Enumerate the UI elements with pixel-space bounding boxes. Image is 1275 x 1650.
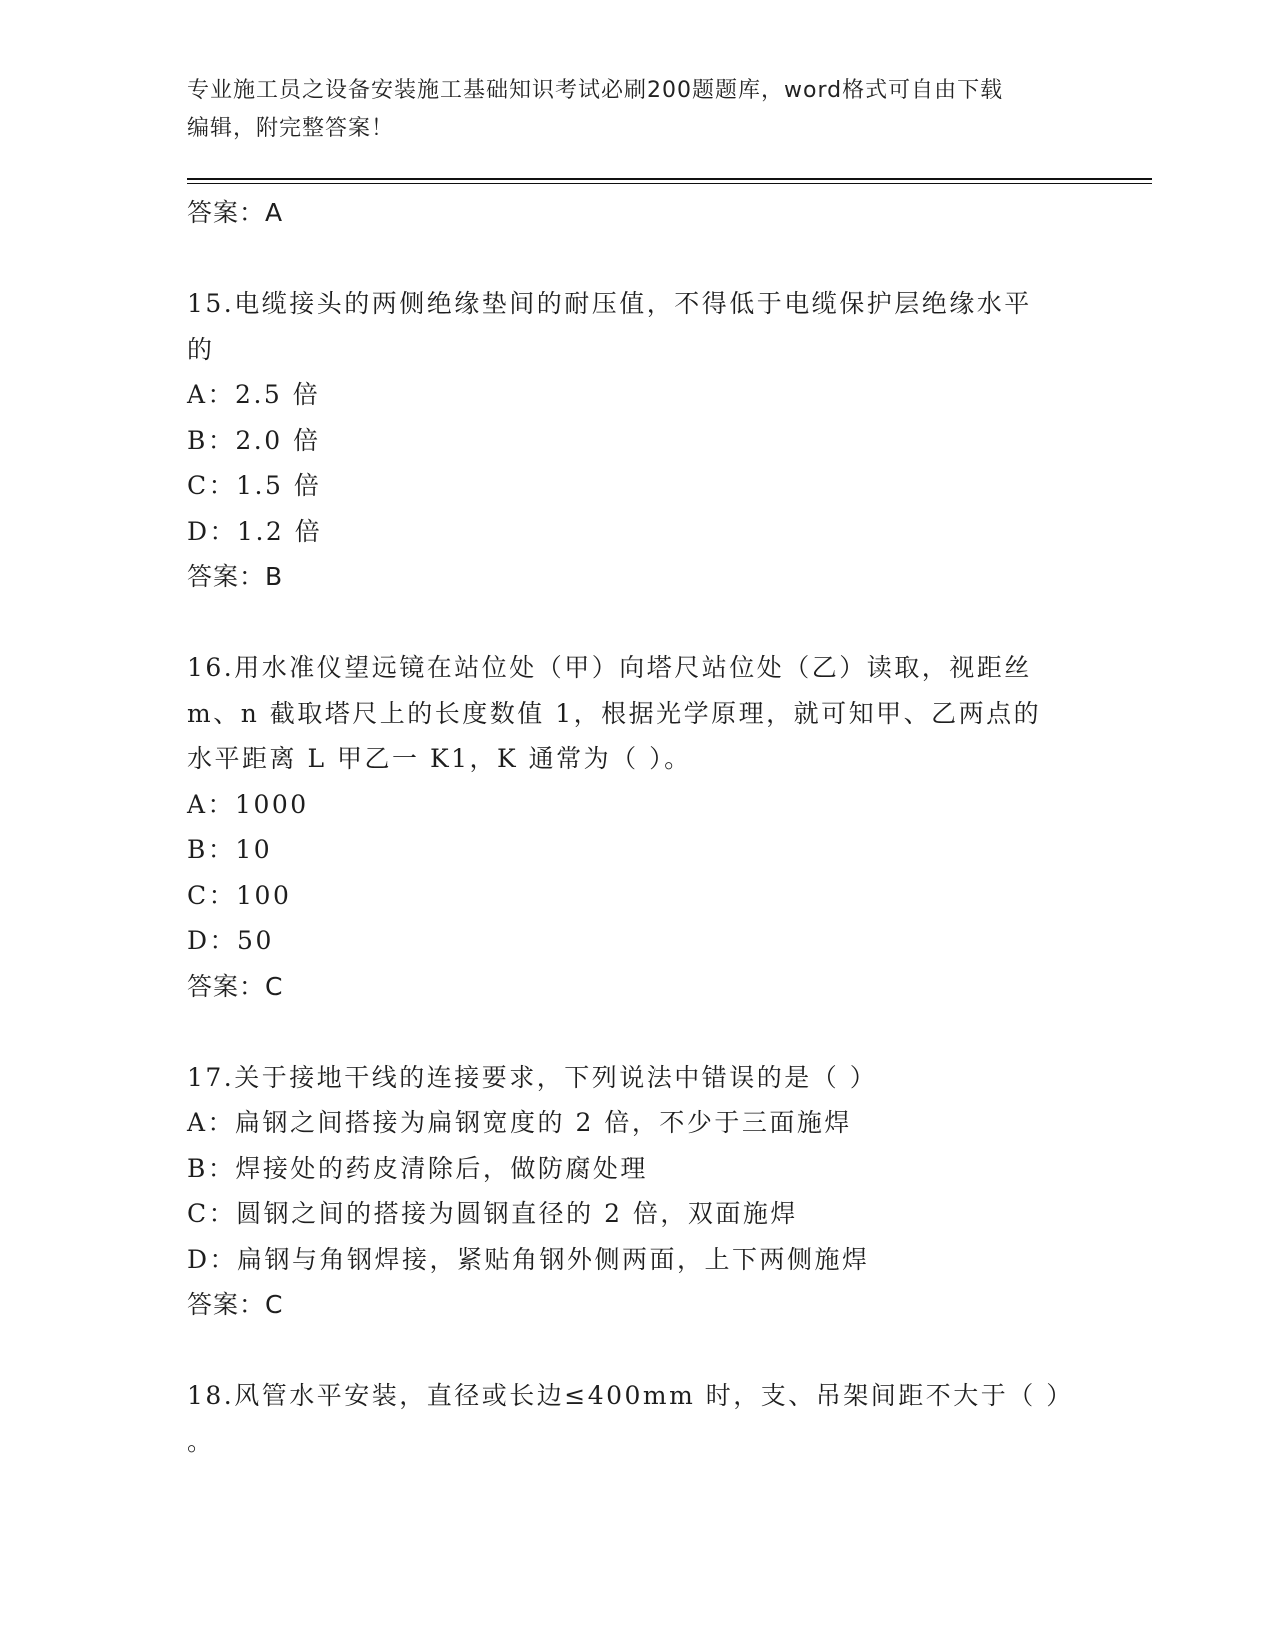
question-content — [187, 190, 1087, 1464]
answer-line: 答案：C — [187, 971, 284, 1001]
question-stem-line: 的 — [187, 334, 215, 364]
question-15 — [187, 281, 1087, 600]
answer-line: 答案：B — [187, 562, 284, 591]
spacer — [187, 1009, 1087, 1055]
option-c: C：100 — [187, 880, 292, 910]
option-d: D：扁钢与角钢焊接，紧贴角钢外侧两面，上下两侧施焊 — [187, 1244, 870, 1274]
question-17 — [187, 1055, 1087, 1328]
option-a: A：扁钢之间搭接为扁钢宽度的 2 倍，不少于三面施焊 — [187, 1108, 852, 1137]
question-stem-line: 。 — [187, 1426, 215, 1456]
option-b: B：2.0 倍 — [187, 425, 321, 455]
question-18 — [187, 1373, 1087, 1464]
question-stem-line: 16.用水准仪望远镜在站位处（甲）向塔尺站位处（乙）读取，视距丝 — [187, 653, 1032, 682]
document-header — [187, 72, 1087, 148]
header-divider-thick — [187, 178, 1152, 180]
header-line-2: 编辑，附完整答案！ — [187, 116, 395, 141]
question-stem-line: 17.关于接地干线的连接要求，下列说法中错误的是（ ） — [187, 1062, 878, 1092]
option-c: C：圆钢之间的搭接为圆钢直径的 2 倍，双面施焊 — [187, 1199, 798, 1228]
answer-line: 答案：A — [187, 198, 284, 227]
question-16 — [187, 645, 1087, 1009]
option-b: B：焊接处的药皮清除后，做防腐处理 — [187, 1153, 648, 1183]
option-a: A：1000 — [187, 789, 309, 819]
option-d: D：50 — [187, 926, 274, 955]
answer-line: 答案：C — [187, 1290, 284, 1319]
spacer — [187, 236, 1087, 282]
spacer — [187, 600, 1087, 646]
option-b: B：10 — [187, 835, 273, 864]
question-stem-line: 15.电缆接头的两侧绝缘垫间的耐压值，不得低于电缆保护层绝缘水平 — [187, 289, 1032, 318]
spacer — [187, 1328, 1087, 1374]
option-a: A：2.5 倍 — [187, 380, 321, 409]
header-line-1: 专业施工员之设备安装施工基础知识考试必刷200题题库，word格式可自由下载 — [187, 78, 1004, 103]
question-stem-line: m、n 截取塔尺上的长度数值 1，根据光学原理，就可知甲、乙两点的 — [187, 698, 1042, 728]
question-stem-line: 水平距离 L 甲乙一 K1，K 通常为（ ）。 — [187, 744, 692, 773]
option-d: D：1.2 倍 — [187, 516, 323, 546]
header-divider-thin — [187, 183, 1152, 184]
option-c: C：1.5 倍 — [187, 471, 322, 500]
question-stem-line: 18.风管水平安装，直径或长边≤400mm 时，支、吊架间距不大于（ ） — [187, 1381, 1074, 1410]
